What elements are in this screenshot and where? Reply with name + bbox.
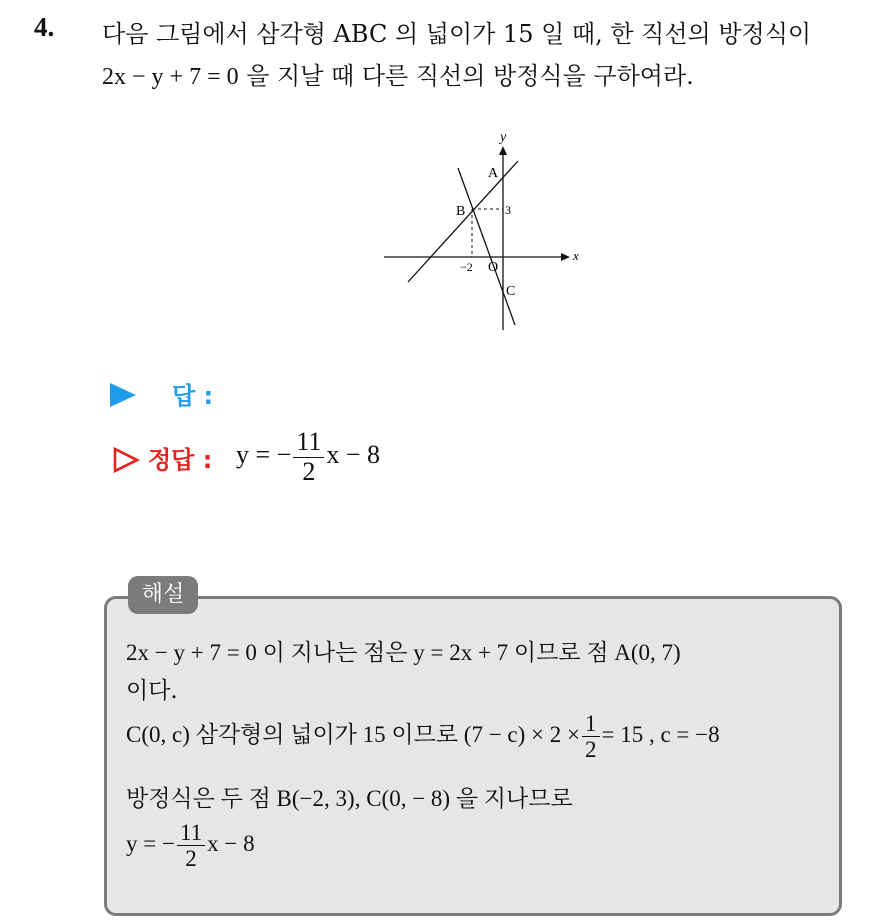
half-denominator: 2 [585,737,597,763]
explanation-result-fraction [177,820,205,872]
label-c: C [506,284,516,299]
tick-y-label: 3 [505,203,511,217]
explanation-line-3 [126,711,720,763]
explanation-fraction-half [582,711,600,763]
y-axis-arrow [499,146,507,155]
result-denominator: 2 [185,846,197,872]
question-line-1: 다음 그림에서 삼각형 ABC 의 넓이가 15 일 때, 한 직선의 방정식이 [102,20,812,48]
explanation-line-5-lhs: y = − [126,831,175,857]
correct-answer-rhs: x − 8 [326,440,381,470]
explanation-line-5-rhs: x − 8 [207,831,255,857]
label-b: B [456,204,466,219]
answer-marker-icon [110,383,136,407]
coordinate-figure [380,125,580,335]
fraction-denominator: 2 [302,456,316,486]
y-axis-label: y [500,130,507,145]
explanation-line-2: 이다. [126,678,178,704]
explanation-line-5 [126,820,255,872]
explanation-tab: 해설 [128,576,198,614]
explanation-line-1: 2x − y + 7 = 0 이 지나는 점은 y = 2x + 7 이므로 점 A(0, 7) [126,640,681,665]
half-numerator: 1 [582,711,600,737]
correct-answer [236,428,380,486]
explanation-line-3-b: = 15 , c = −8 [601,722,720,748]
label-origin: O [488,260,499,275]
answer-label: 답 : [172,382,214,410]
label-a: A [488,166,499,181]
correct-marker-icon [112,446,140,474]
explanation-line-4: 방정식은 두 점 B(−2, 3), C(0, − 8) 을 지나므로 [126,786,573,811]
correct-answer-fraction [293,428,324,486]
question-equation: 2x − y + 7 = 0 [102,64,239,90]
question-line-2-text: 을 지날 때 다른 직선의 방정식을 구하여라. [238,62,694,90]
tick-x-label: −2 [460,260,473,274]
result-numerator: 11 [177,820,205,846]
fraction-numerator: 11 [293,428,324,458]
x-axis-label: x [573,248,579,263]
x-axis-arrow [561,253,570,261]
question-number: 4. [34,12,55,42]
correct-answer-label: 정답 : [148,446,213,474]
explanation-line-3-a: C(0, c) 삼각형의 넓이가 15 이므로 (7 − c) × 2 × [126,722,580,748]
question-line-2 [102,56,694,91]
correct-answer-lhs: y = − [236,440,292,470]
line-bc [458,168,515,325]
